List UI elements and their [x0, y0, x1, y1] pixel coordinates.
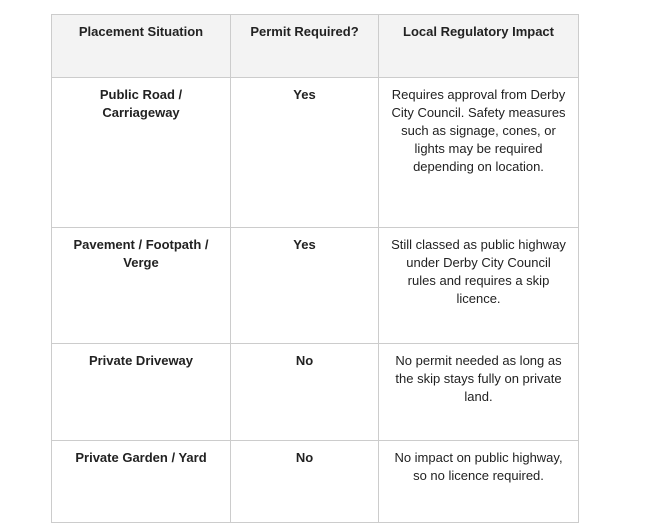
table-row	[52, 441, 579, 523]
permit-cell: No	[231, 344, 379, 441]
table-row	[52, 344, 579, 441]
header-placement-situation: Placement Situation	[52, 15, 231, 78]
situation-cell: Private Driveway	[52, 344, 231, 441]
situation-cell: Public Road / Carriageway	[52, 78, 231, 228]
table-row	[52, 78, 579, 228]
impact-cell: No impact on public highway, so no licence required.	[379, 441, 579, 523]
permit-cell: Yes	[231, 228, 379, 344]
impact-cell: Still classed as public highway under Derby City Council rules and requires a skip licence.	[379, 228, 579, 344]
table-body	[52, 78, 579, 523]
permit-cell: No	[231, 441, 379, 523]
header-row	[52, 15, 579, 78]
impact-cell: Requires approval from Derby City Council. Safety measures such as signage, cones, or lights may be required depending on location.	[379, 78, 579, 228]
situation-cell: Pavement / Footpath / Verge	[52, 228, 231, 344]
situation-cell: Private Garden / Yard	[52, 441, 231, 523]
table-row	[52, 228, 579, 344]
impact-cell: No permit needed as long as the skip stays fully on private land.	[379, 344, 579, 441]
permit-requirements-table	[51, 14, 579, 523]
table-header	[52, 15, 579, 78]
permit-cell: Yes	[231, 78, 379, 228]
header-permit-required: Permit Required?	[231, 15, 379, 78]
header-local-regulatory-impact: Local Regulatory Impact	[379, 15, 579, 78]
